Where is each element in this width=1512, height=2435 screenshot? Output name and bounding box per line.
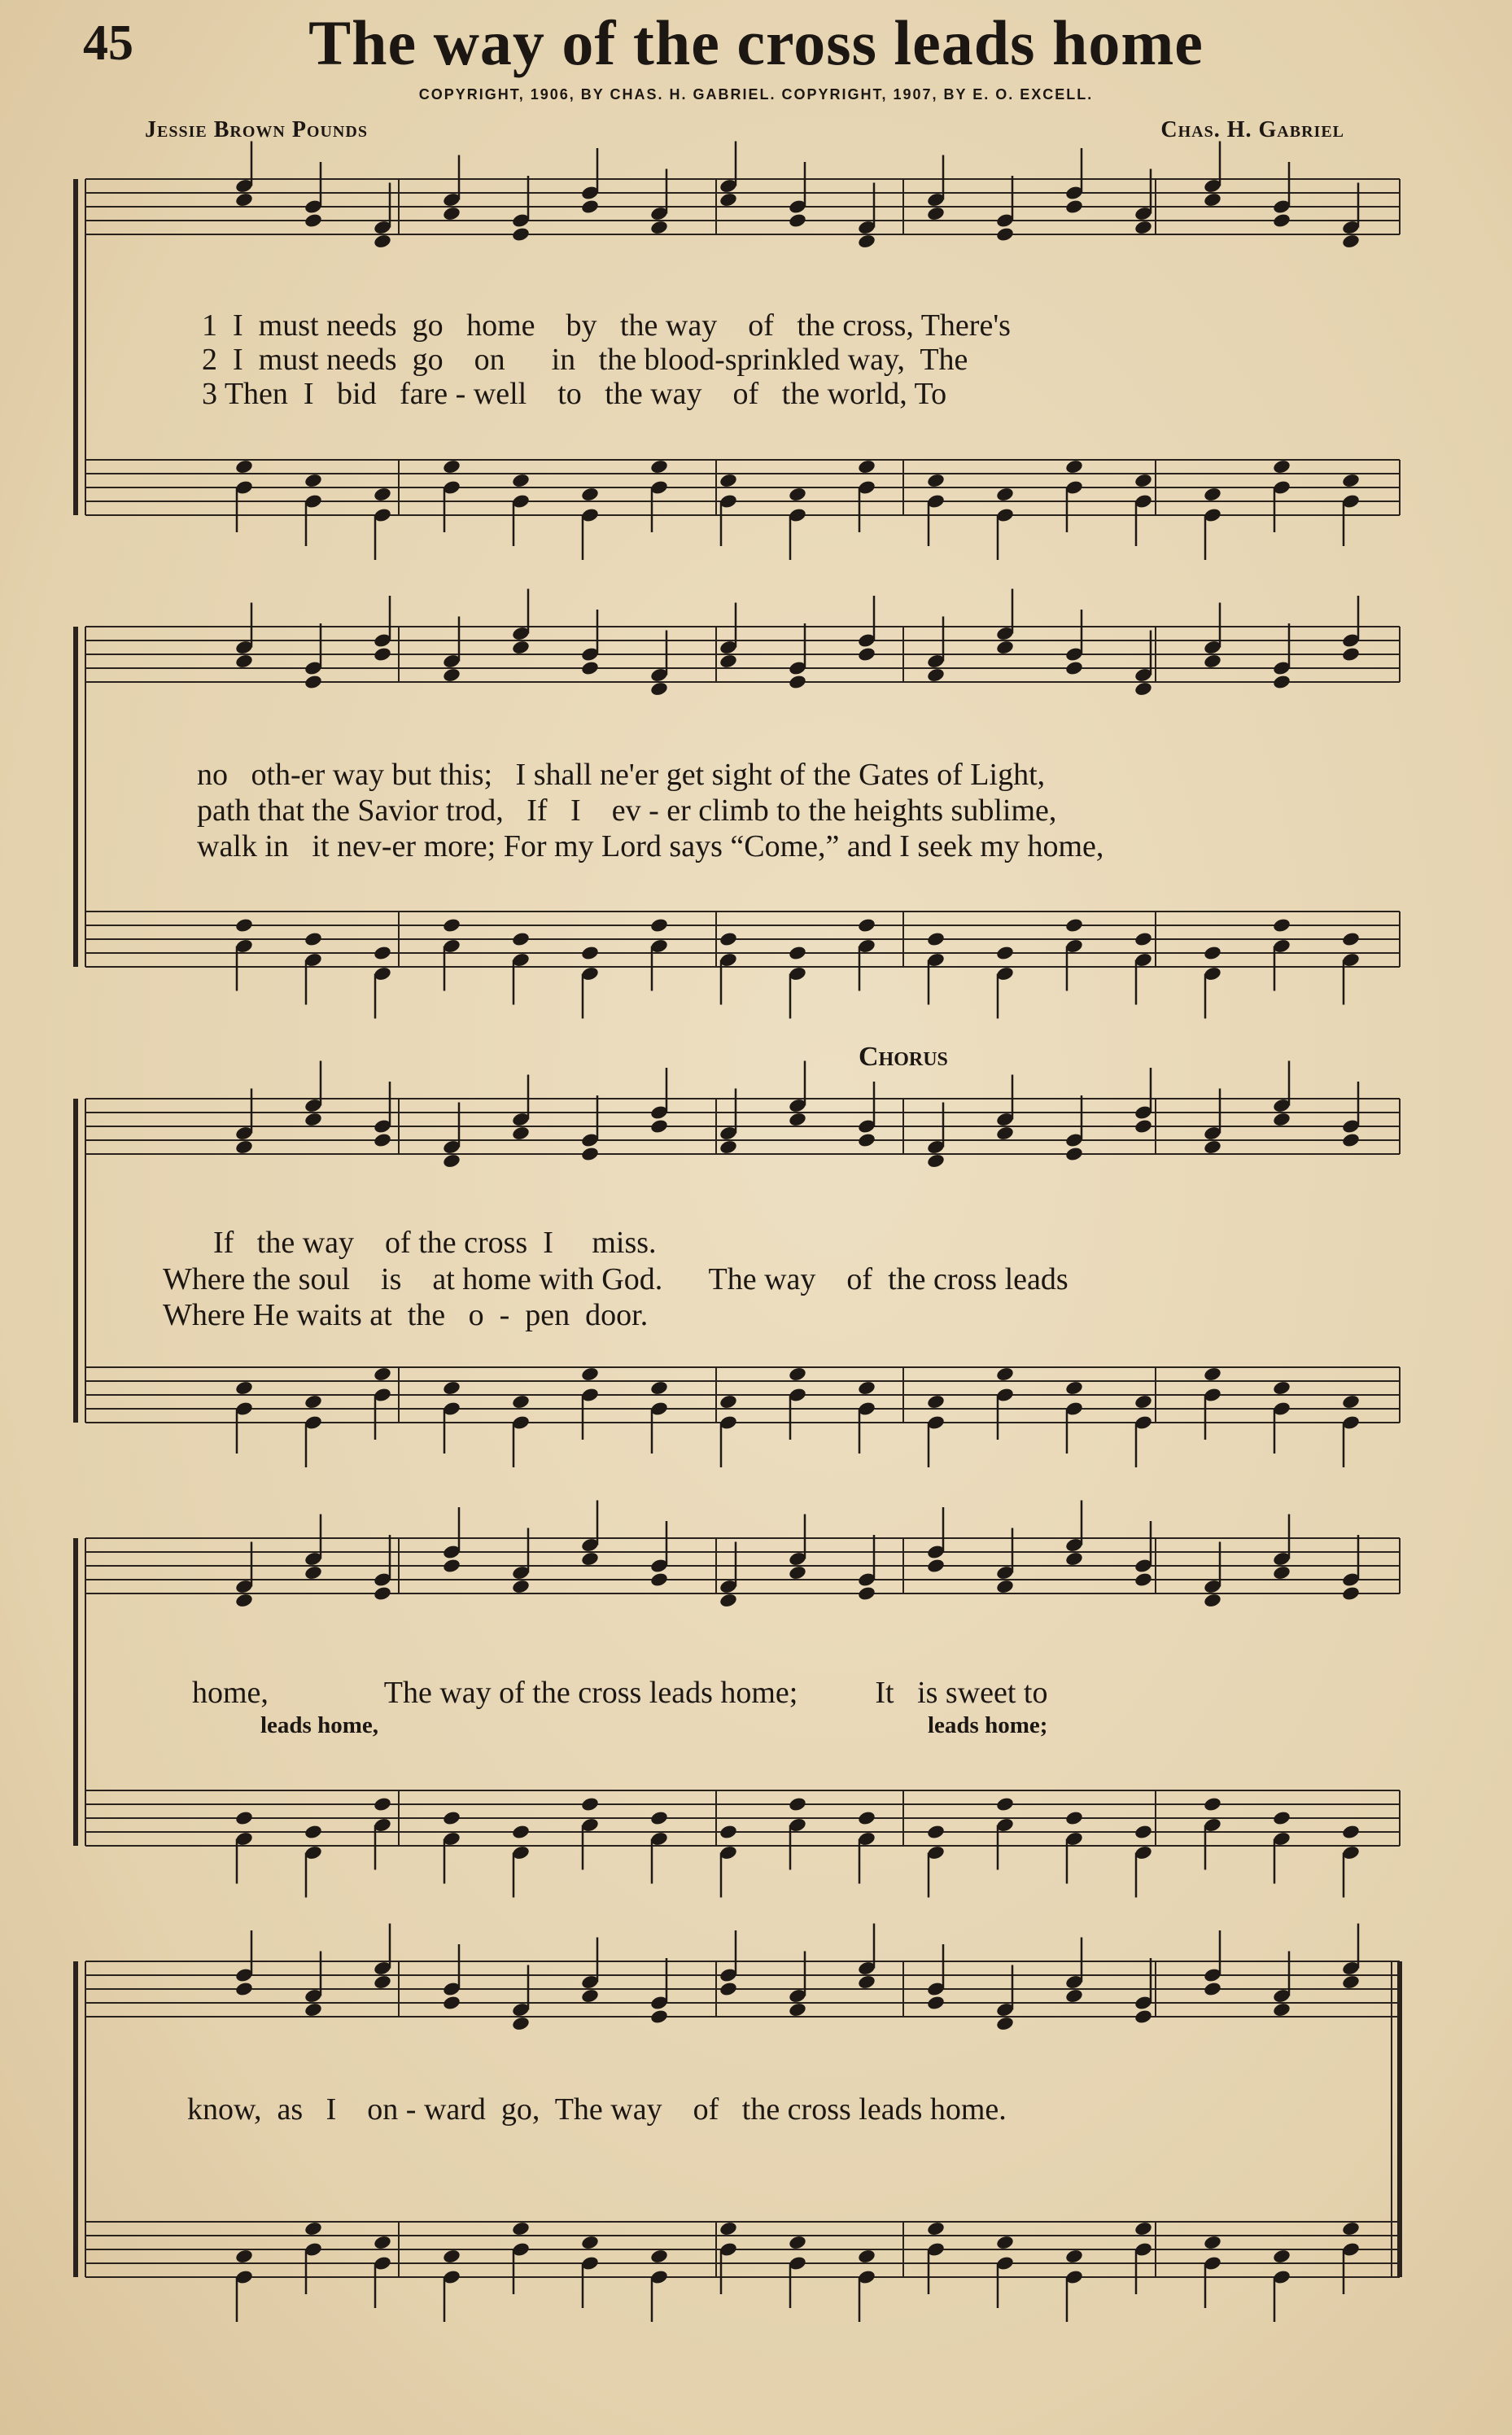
note-head	[304, 1394, 323, 1410]
note-head	[511, 2221, 531, 2237]
note-head	[511, 640, 531, 656]
lyric-line: 3 Then I bid fare - well to the way of the world, To	[202, 377, 947, 411]
note-head	[649, 1118, 669, 1134]
note-head	[580, 660, 600, 676]
lyric-line: home, The way of the cross leads home; It is sweet to	[192, 1676, 1048, 1710]
note-head	[995, 1579, 1015, 1595]
note-head	[1341, 1585, 1361, 1602]
note-head	[234, 459, 254, 475]
note-head	[995, 1366, 1015, 1383]
note-head	[719, 1593, 738, 1609]
note-head	[788, 1366, 807, 1383]
note-head	[580, 1366, 600, 1383]
note-head	[857, 1585, 876, 1602]
note-head	[857, 234, 876, 250]
note-head	[926, 1153, 946, 1169]
note-head	[1272, 459, 1291, 475]
lyric-small: leads home,	[260, 1712, 378, 1738]
note-head	[373, 1132, 392, 1148]
note-head	[442, 1380, 461, 1397]
note-head	[373, 1974, 392, 1991]
note-head	[788, 212, 807, 229]
note-head	[788, 487, 807, 503]
note-head	[1064, 1988, 1084, 2004]
note-head	[234, 192, 254, 208]
note-head	[857, 1380, 876, 1397]
note-head	[511, 1824, 531, 1840]
note-head	[511, 931, 531, 947]
note-head	[373, 1796, 392, 1812]
note-head	[926, 667, 946, 684]
note-head	[304, 931, 323, 947]
note-head	[649, 1572, 669, 1588]
note-head	[788, 1112, 807, 1128]
note-head	[788, 945, 807, 961]
note-head	[304, 2221, 323, 2237]
note-head	[1134, 1394, 1153, 1410]
note-head	[1064, 917, 1084, 933]
copyright-line: COPYRIGHT, 1906, BY CHAS. H. GABRIEL. COPYRIGHT, 1907, BY E. O. EXCELL.	[418, 86, 1094, 103]
note-head	[442, 1558, 461, 1574]
note-head	[649, 2009, 669, 2025]
note-head	[442, 2249, 461, 2265]
note-head	[1203, 1366, 1222, 1383]
note-head	[719, 1394, 738, 1410]
note-head	[1134, 1572, 1153, 1588]
note-head	[1203, 1593, 1222, 1609]
note-head	[373, 2235, 392, 2251]
note-head	[719, 1139, 738, 1156]
note-head	[719, 1981, 738, 1997]
note-head	[1134, 1118, 1153, 1134]
note-head	[234, 1593, 254, 1609]
lyric-small: leads home;	[928, 1712, 1048, 1738]
note-head	[580, 487, 600, 503]
note-head	[442, 667, 461, 684]
note-head	[926, 206, 946, 222]
note-head	[1134, 473, 1153, 489]
note-head	[1134, 931, 1153, 947]
note-head	[788, 2002, 807, 2018]
note-head	[1203, 1139, 1222, 1156]
note-head	[1272, 2249, 1291, 2265]
note-head	[995, 640, 1015, 656]
note-head	[234, 1810, 254, 1826]
note-head	[995, 1796, 1015, 1812]
note-head	[580, 945, 600, 961]
note-head	[1064, 1146, 1084, 1162]
note-head	[373, 945, 392, 961]
note-head	[373, 646, 392, 662]
note-head	[857, 646, 876, 662]
note-head	[926, 931, 946, 947]
note-head	[442, 1995, 461, 2011]
note-head	[1064, 1380, 1084, 1397]
note-head	[442, 206, 461, 222]
note-head	[304, 212, 323, 229]
lyric-line: know, as I on - ward go, The way of the cross leads home.	[187, 2092, 1007, 2127]
note-head	[857, 1974, 876, 1991]
note-head	[788, 674, 807, 690]
lyric-line: If the way of the cross I miss.	[213, 1226, 657, 1260]
note-head	[304, 473, 323, 489]
note-head	[1134, 2221, 1153, 2237]
note-head	[580, 1988, 600, 2004]
note-head	[442, 1153, 461, 1169]
note-head	[649, 1810, 669, 1826]
note-head	[719, 2221, 738, 2237]
note-head	[1203, 192, 1222, 208]
note-head	[1272, 1565, 1291, 1581]
note-head	[926, 1558, 946, 1574]
note-head	[1203, 2235, 1222, 2251]
note-head	[511, 226, 531, 243]
composer-credit: Chas. H. Gabriel	[1160, 117, 1344, 142]
note-head	[649, 459, 669, 475]
note-head	[1134, 2009, 1153, 2025]
note-head	[442, 459, 461, 475]
hymn-title: The way of the cross leads home	[308, 7, 1204, 78]
note-head	[719, 473, 738, 489]
note-head	[857, 2249, 876, 2265]
note-head	[442, 917, 461, 933]
note-head	[234, 1380, 254, 1397]
note-head	[926, 2221, 946, 2237]
note-head	[995, 1126, 1015, 1142]
note-head	[1134, 681, 1153, 697]
note-head	[1134, 1824, 1153, 1840]
note-head	[719, 1824, 738, 1840]
note-head	[304, 1565, 323, 1581]
note-head	[580, 2235, 600, 2251]
note-head	[719, 192, 738, 208]
note-head	[234, 1139, 254, 1156]
note-head	[1203, 487, 1222, 503]
note-head	[857, 459, 876, 475]
note-head	[1272, 917, 1291, 933]
note-head	[580, 1551, 600, 1567]
note-head	[995, 2016, 1015, 2032]
note-head	[1341, 1974, 1361, 1991]
note-head	[649, 220, 669, 236]
note-head	[1272, 1810, 1291, 1826]
note-head	[788, 1796, 807, 1812]
note-head	[995, 945, 1015, 961]
note-head	[926, 1995, 946, 2011]
note-head	[511, 2016, 531, 2032]
note-head	[1341, 646, 1361, 662]
note-head	[511, 1579, 531, 1595]
note-head	[1134, 220, 1153, 236]
lyric-line: no oth-er way but this; I shall ne'er get sight of the Gates of Light,	[197, 758, 1046, 792]
note-head	[1341, 931, 1361, 947]
lyric-line: path that the Savior trod, If I ev - er climb to the heights sublime,	[197, 793, 1057, 828]
note-head	[995, 487, 1015, 503]
note-head	[995, 2235, 1015, 2251]
lyric-line: Where He waits at the o - pen door.	[163, 1298, 649, 1332]
note-head	[1272, 674, 1291, 690]
note-head	[1064, 2249, 1084, 2265]
note-head	[719, 931, 738, 947]
note-head	[580, 1796, 600, 1812]
note-head	[995, 226, 1015, 243]
note-head	[857, 1810, 876, 1826]
note-head	[1341, 1132, 1361, 1148]
note-head	[1203, 945, 1222, 961]
note-head	[373, 487, 392, 503]
note-head	[1272, 1380, 1291, 1397]
note-head	[580, 1146, 600, 1162]
note-head	[926, 1824, 946, 1840]
note-head	[1272, 2002, 1291, 2018]
note-head	[373, 234, 392, 250]
note-head	[1341, 1824, 1361, 1840]
note-head	[1064, 1810, 1084, 1826]
note-head	[304, 2002, 323, 2018]
note-head	[649, 2249, 669, 2265]
note-head	[511, 473, 531, 489]
lyricist-credit: Jessie Brown Pounds	[145, 117, 368, 142]
note-head	[234, 917, 254, 933]
note-head	[234, 1981, 254, 1997]
note-head	[304, 1824, 323, 1840]
note-head	[1341, 234, 1361, 250]
lyric-line: Where the soul is at home with God. The way of the cross leads	[163, 1262, 1068, 1296]
note-head	[580, 199, 600, 215]
note-head	[373, 1366, 392, 1383]
note-head	[788, 2235, 807, 2251]
note-head	[649, 681, 669, 697]
note-head	[1341, 2221, 1361, 2237]
note-head	[1341, 473, 1361, 489]
note-head	[1272, 1112, 1291, 1128]
chorus-label: Chorus	[859, 1042, 948, 1072]
note-head	[857, 1132, 876, 1148]
note-head	[1272, 212, 1291, 229]
note-head	[511, 1126, 531, 1142]
note-head	[234, 654, 254, 670]
lyric-line: 1 I must needs go home by the way of the cross, There's	[202, 308, 1011, 343]
hymn-number: 45	[83, 15, 133, 71]
note-head	[1203, 1796, 1222, 1812]
lyric-line: 2 I must needs go on in the blood-sprinkled way, The	[202, 343, 968, 377]
note-head	[719, 654, 738, 670]
note-head	[926, 473, 946, 489]
note-head	[442, 1810, 461, 1826]
note-head	[1064, 459, 1084, 475]
note-head	[649, 917, 669, 933]
note-head	[234, 2249, 254, 2265]
note-head	[788, 1565, 807, 1581]
note-head	[1064, 660, 1084, 676]
note-head	[1064, 1551, 1084, 1567]
note-head	[926, 1394, 946, 1410]
note-head	[304, 1112, 323, 1128]
note-head	[373, 1585, 392, 1602]
note-head	[1064, 199, 1084, 215]
note-head	[1341, 1394, 1361, 1410]
note-head	[511, 1394, 531, 1410]
note-head	[304, 674, 323, 690]
note-head	[649, 1380, 669, 1397]
note-head	[1203, 1981, 1222, 1997]
lyric-line: walk in it nev-er more; For my Lord says “Come,” and I seek my home,	[197, 829, 1104, 863]
note-head	[1203, 654, 1222, 670]
note-head	[857, 917, 876, 933]
